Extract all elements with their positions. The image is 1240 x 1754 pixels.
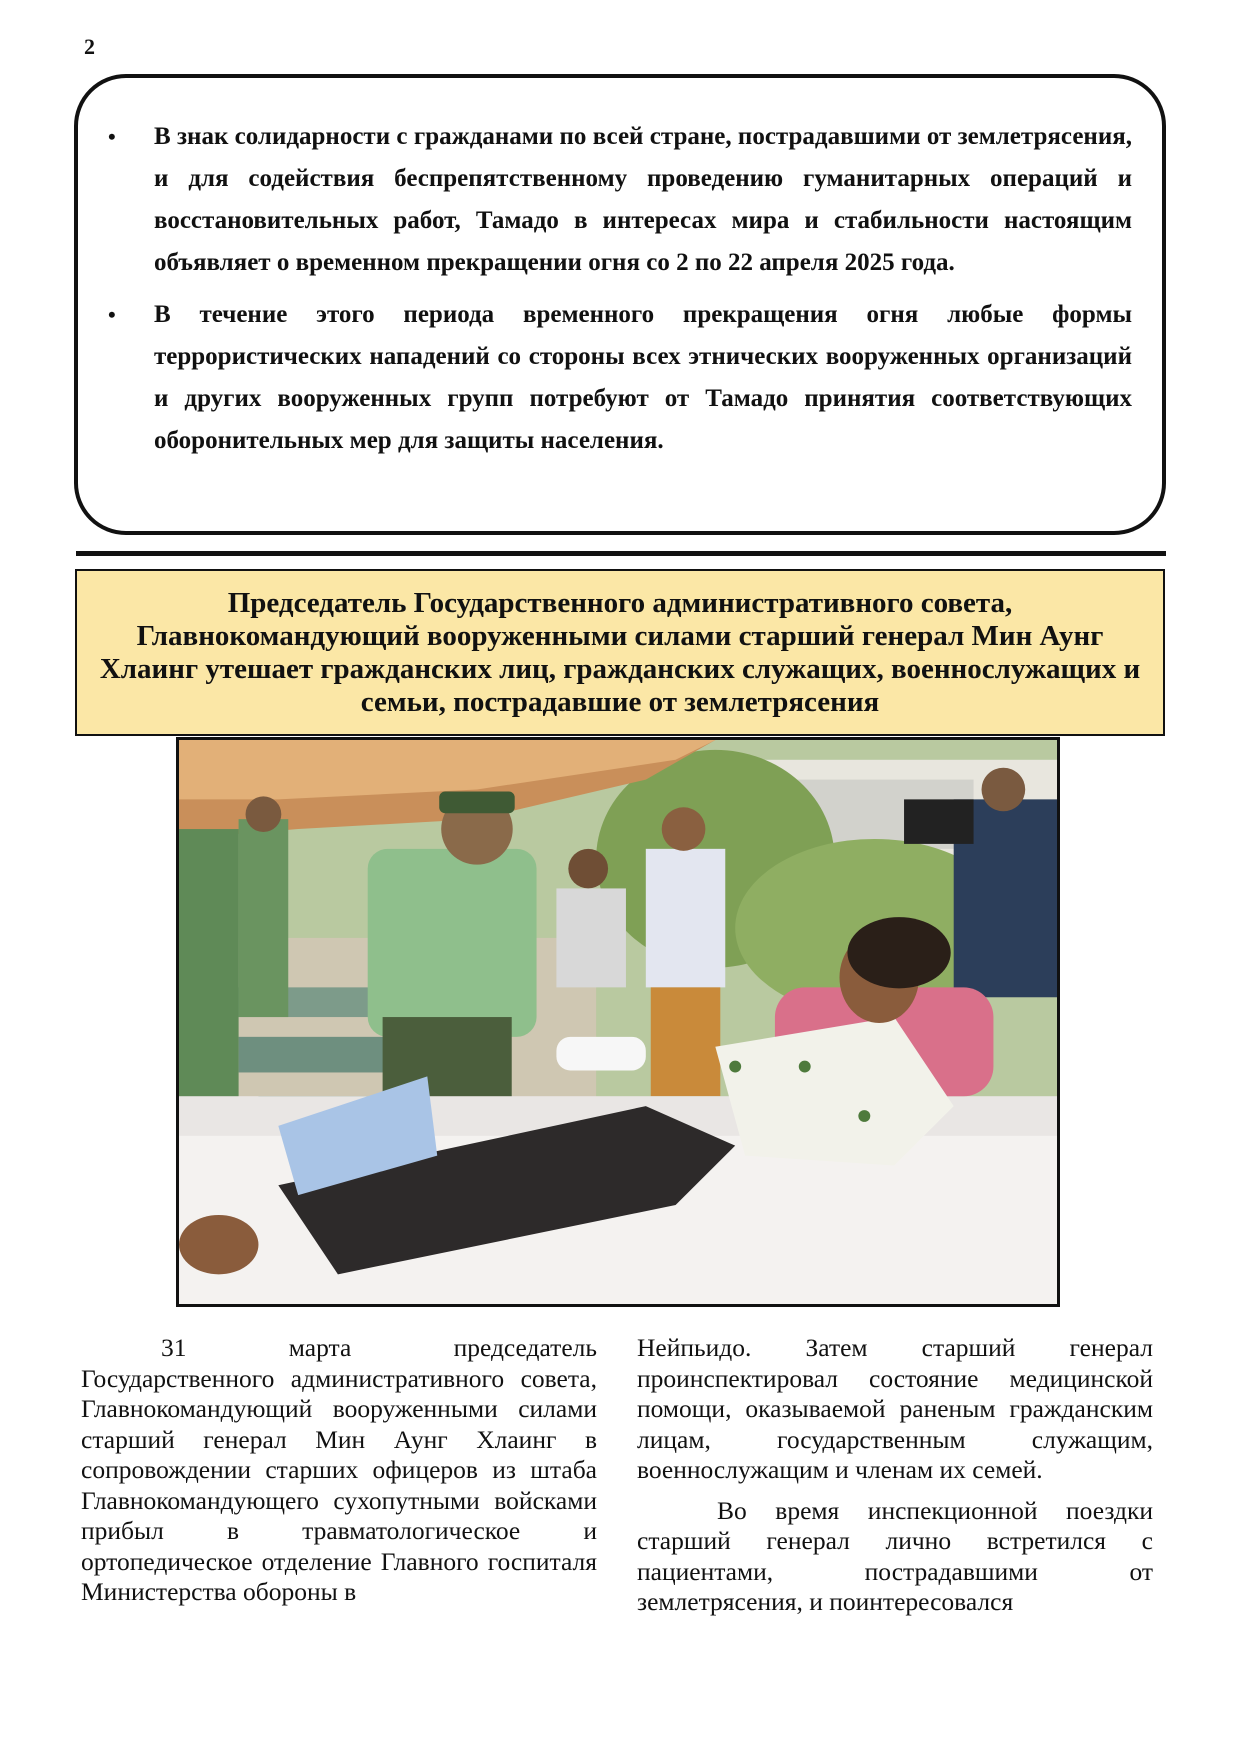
article-left-column [81,1333,597,1618]
headline-title: Председатель Государственного административного совета, Главнокомандующий вооруженными силами старший генерал Мин Аунг Хлаинг утешает гражданских лиц, гражданских служащих, военнослужащих и семьи, пострадавшие от землетрясения [99,586,1141,718]
notice-bullet-text: В течение этого периода временного прекращения огня любые формы террористических нападений со стороны всех этнических вооруженных организаций и других вооруженных групп потребуют от Тамадо принятия соответствующих оборонительных мер для защиты населения. [154,301,1132,454]
notice-bullet-item [104,116,1132,284]
ceasefire-notice-box [74,74,1166,535]
article-paragraph: Во время инспекционной поездки старший генерал лично встретился с пациентами, пострадавшими от землетрясения, и поинтересовался [637,1495,1153,1616]
hospital-visit-photo [176,737,1060,1307]
headline-box [75,569,1165,736]
article-paragraph-continued: Нейпьидо. Затем старший генерал проинспектировал состояние медицинской помощи, оказываемой раненым гражданским лицам, государственным служащим, военнослужащим и членам их семей. [637,1333,1153,1484]
notice-bullet-text: В знак солидарности с гражданами по всей стране, пострадавшими от землетрясения, и для содействия беспрепятственному проведению гуманитарных операций и восстановительных работ, Тамадо в интересах мира и стабильности настоящим объявляет о временном прекращении огня со 2 по 22 апреля 2025 года. [154,123,1132,276]
bullet-icon: • [108,124,116,149]
hospital-visit-photo-illustration [179,740,1057,1304]
article-right-column [637,1333,1153,1628]
page-number: 2 [84,34,95,59]
notice-bullet-list [104,116,1132,462]
article-paragraph: 31 марта председатель Государственного административного совета, Главнокомандующий вооруженными силами старший генерал Мин Аунг Хлаинг в сопровождении старших офицеров из штаба Главнокомандующего сухопутными войсками прибыл в травматологическое и ортопедическое отделение Главного госпиталя Министерства обороны в [81,1333,597,1606]
section-divider [76,551,1166,556]
notice-bullet-item [104,294,1132,462]
bullet-icon: • [108,302,116,327]
